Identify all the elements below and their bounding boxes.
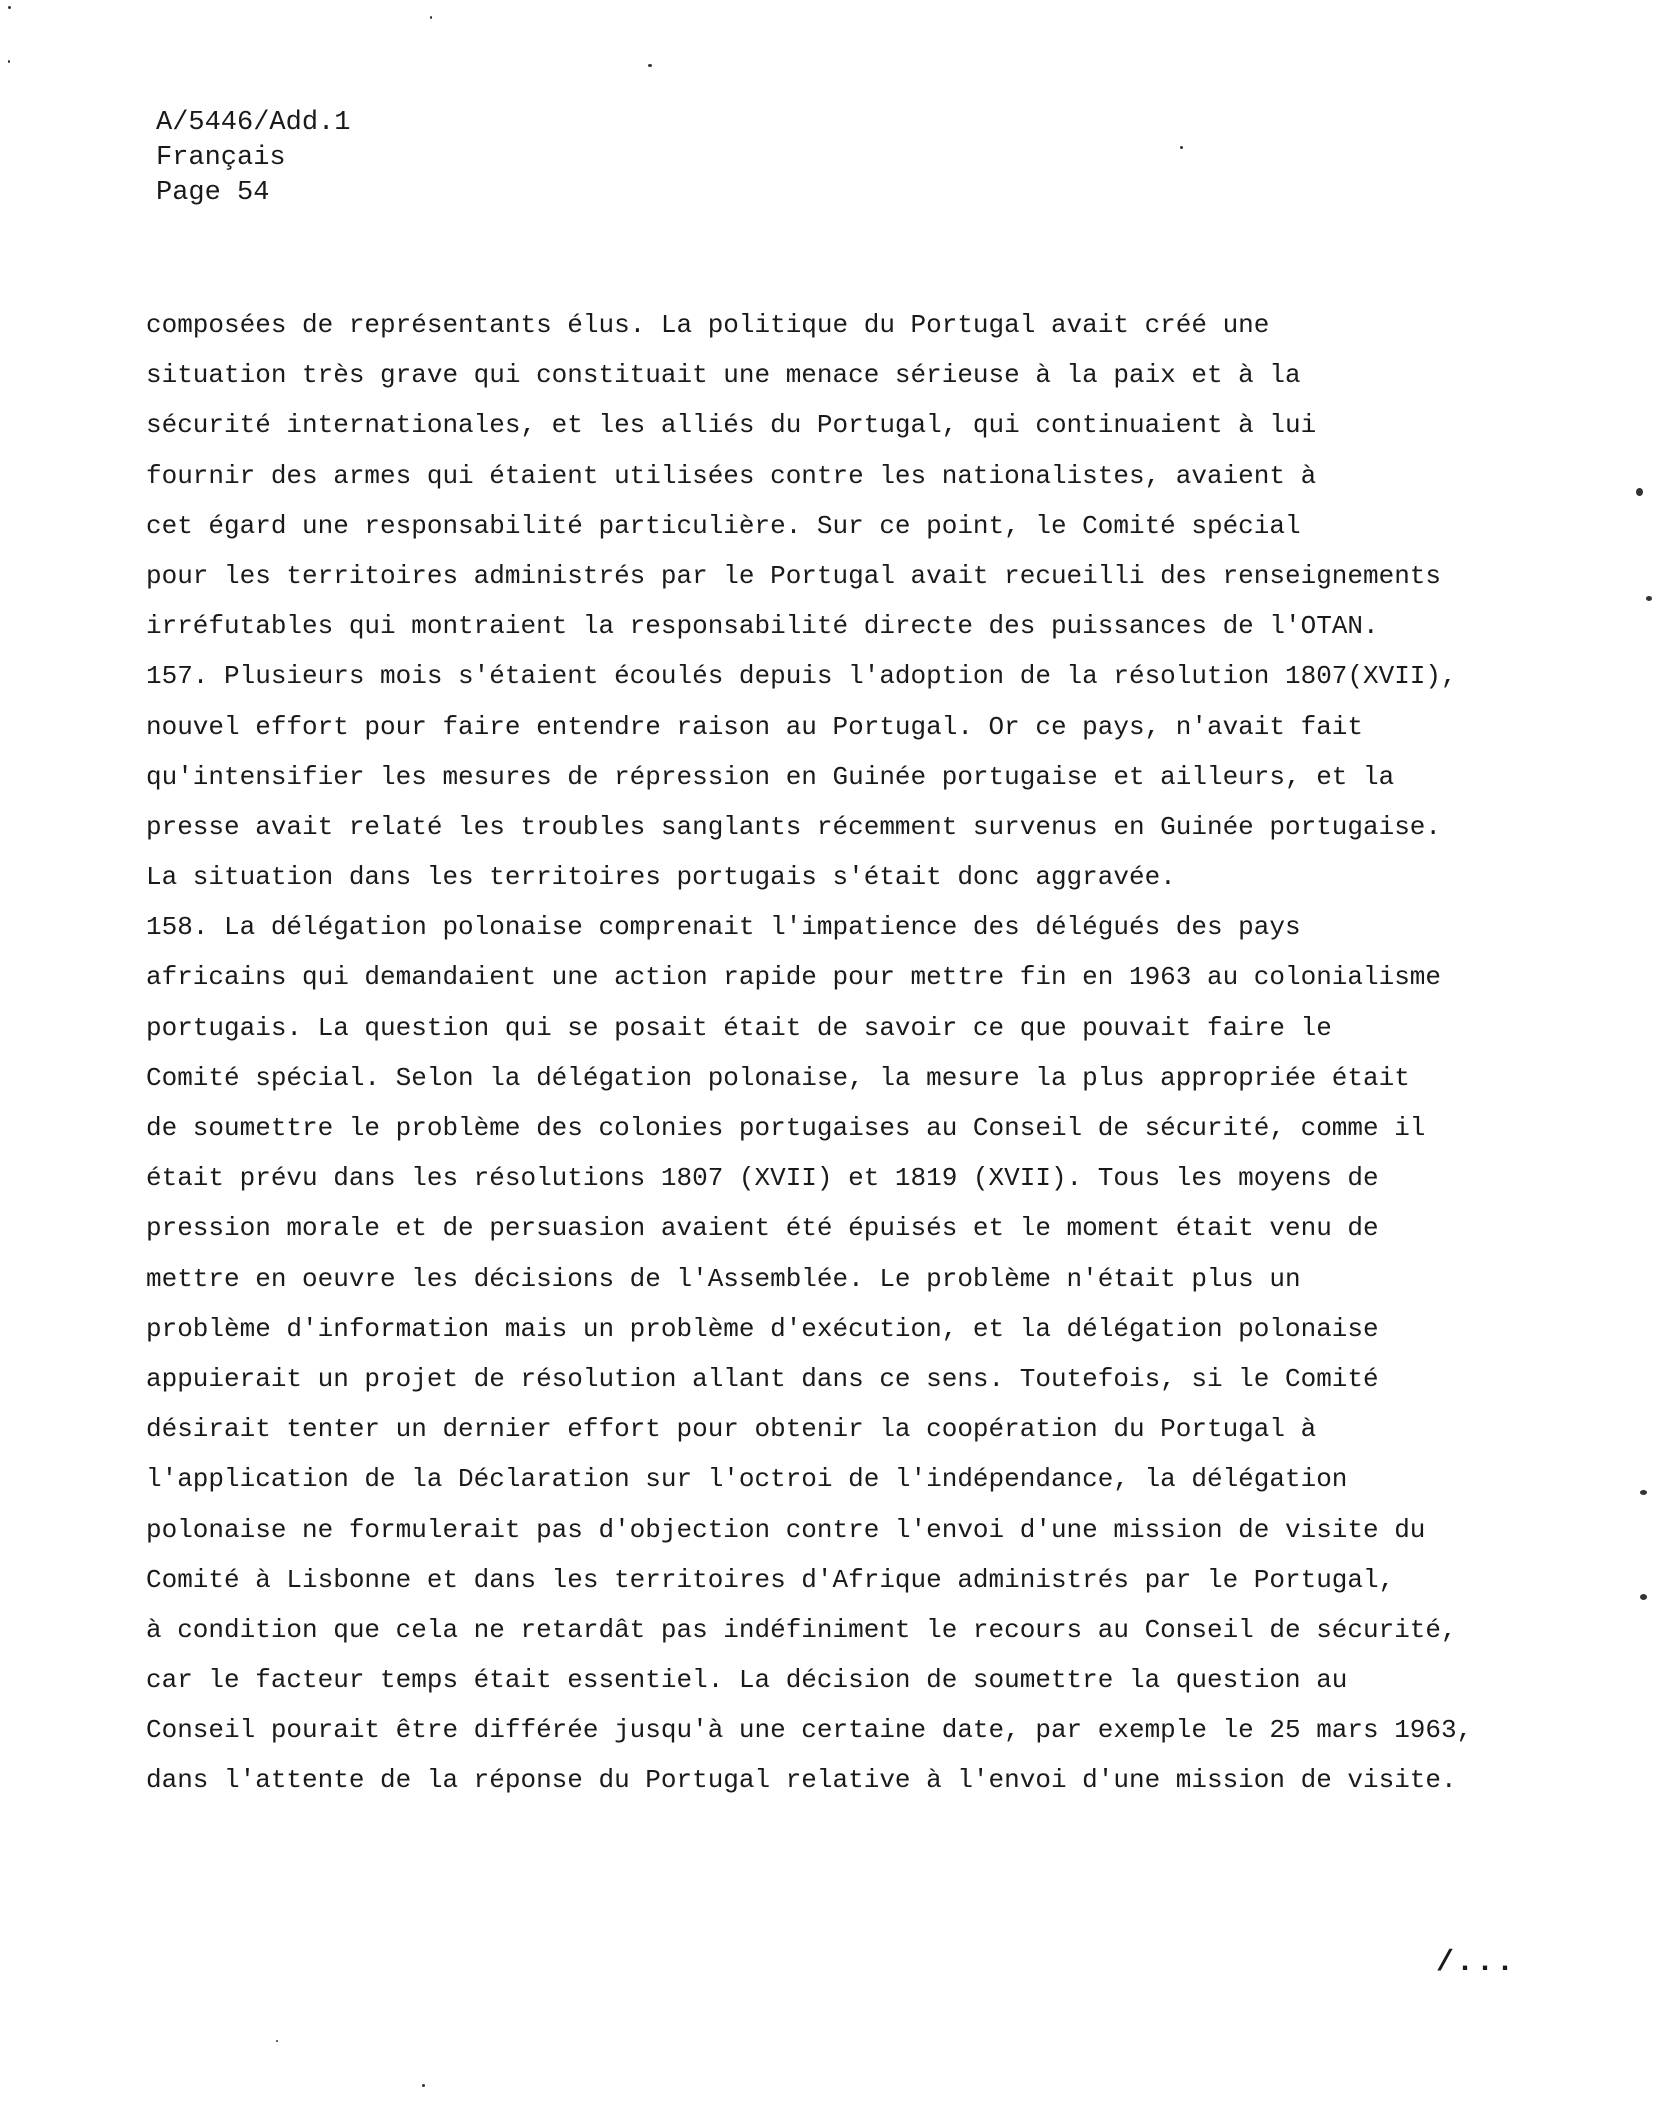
- paragraph-157-start: 157. Plusieurs mois s'étaient écoulés depuis l'adoption de la résolution 1807(XVII),: [146, 661, 1457, 692]
- text-line: polonaise ne formulerait pas d'objection contre l'envoi d'une mission de visite du: [146, 1514, 1426, 1545]
- scan-speck: [648, 64, 652, 67]
- text-line: sécurité internationales, et les alliés du Portugal, qui continuaient à lui: [146, 410, 1317, 441]
- document-symbol: A/5446/Add.1: [156, 108, 351, 138]
- scan-speck: [1180, 146, 1183, 149]
- text-line: pression morale et de persuasion avaient été épuisés et le moment était venu de: [146, 1213, 1379, 1244]
- text-line: presse avait relaté les troubles sanglants récemment survenus en Guinée portugaise.: [146, 811, 1442, 842]
- text-line: situation très grave qui constituait une menace sérieuse à la paix et à la: [146, 360, 1301, 391]
- text-line: qu'intensifier les mesures de répression en Guinée portugaise et ailleurs, et la: [146, 761, 1395, 792]
- document-language: Français: [156, 143, 286, 173]
- scan-speck: [422, 2084, 425, 2087]
- text-line: La situation dans les territoires portugais s'était donc aggravée.: [146, 862, 1176, 893]
- document-header: [156, 106, 350, 211]
- scan-speck: [1636, 488, 1643, 496]
- text-line: appuierait un projet de résolution allant dans ce sens. Toutefois, si le Comité: [146, 1363, 1379, 1394]
- body-text: [146, 300, 1546, 1806]
- paragraph-158-start: 158. La délégation polonaise comprenait l'impatience des délégués des pays: [146, 912, 1301, 943]
- text-line: désirait tenter un dernier effort pour obtenir la coopération du Portugal à: [146, 1414, 1317, 1445]
- scan-speck: [1640, 1594, 1647, 1600]
- text-line: de soumettre le problème des colonies portugaises au Conseil de sécurité, comme il: [146, 1113, 1426, 1143]
- text-line: Comité spécial. Selon la délégation polonaise, la mesure la plus appropriée était: [146, 1062, 1410, 1093]
- text-line: problème d'information mais un problème d'exécution, et la délégation polonaise: [146, 1313, 1379, 1344]
- text-line: pour les territoires administrés par le Portugal avait recueilli des renseignements: [146, 560, 1442, 591]
- text-line: car le facteur temps était essentiel. La décision de soumettre la question au: [146, 1665, 1348, 1696]
- text-line: nouvel effort pour faire entendre raison au Portugal. Or ce pays, n'avait fait: [146, 711, 1363, 742]
- scan-speck: [430, 16, 432, 19]
- page-number: Page 54: [156, 178, 270, 208]
- scan-speck: [1646, 596, 1652, 601]
- text-line: composées de représentants élus. La politique du Portugal avait créé une: [146, 310, 1270, 340]
- text-line: africains qui demandaient une action rapide pour mettre fin en 1963 au colonialisme: [146, 962, 1442, 993]
- scan-speck: [8, 60, 10, 63]
- text-line: était prévu dans les résolutions 1807 (XVII) et 1819 (XVII). Tous les moyens de: [146, 1163, 1379, 1194]
- continuation-marker: /...: [1436, 1946, 1517, 1980]
- text-line: Conseil pourait être différée jusqu'à une certaine date, par exemple le 25 mars 1963,: [146, 1715, 1473, 1746]
- text-line: Comité à Lisbonne et dans les territoires d'Afrique administrés par le Portugal,: [146, 1564, 1395, 1595]
- text-line: irréfutables qui montraient la responsabilité directe des puissances de l'OTAN.: [146, 611, 1379, 642]
- text-line: l'application de la Déclaration sur l'octroi de l'indépendance, la délégation: [146, 1464, 1348, 1495]
- text-line: dans l'attente de la réponse du Portugal relative à l'envoi d'une mission de visite.: [146, 1765, 1457, 1796]
- text-line: portugais. La question qui se posait était de savoir ce que pouvait faire le: [146, 1012, 1332, 1043]
- scan-speck: [8, 6, 11, 9]
- text-line: fournir des armes qui étaient utilisées contre les nationalistes, avaient à: [146, 460, 1317, 491]
- text-line: cet égard une responsabilité particulière. Sur ce point, le Comité spécial: [146, 510, 1301, 541]
- scan-speck: [1640, 1490, 1647, 1495]
- text-line: mettre en oeuvre les décisions de l'Assemblée. Le problème n'était plus un: [146, 1263, 1301, 1294]
- scan-speck: [276, 2040, 278, 2042]
- text-line: à condition que cela ne retardât pas indéfiniment le recours au Conseil de sécurité,: [146, 1614, 1457, 1645]
